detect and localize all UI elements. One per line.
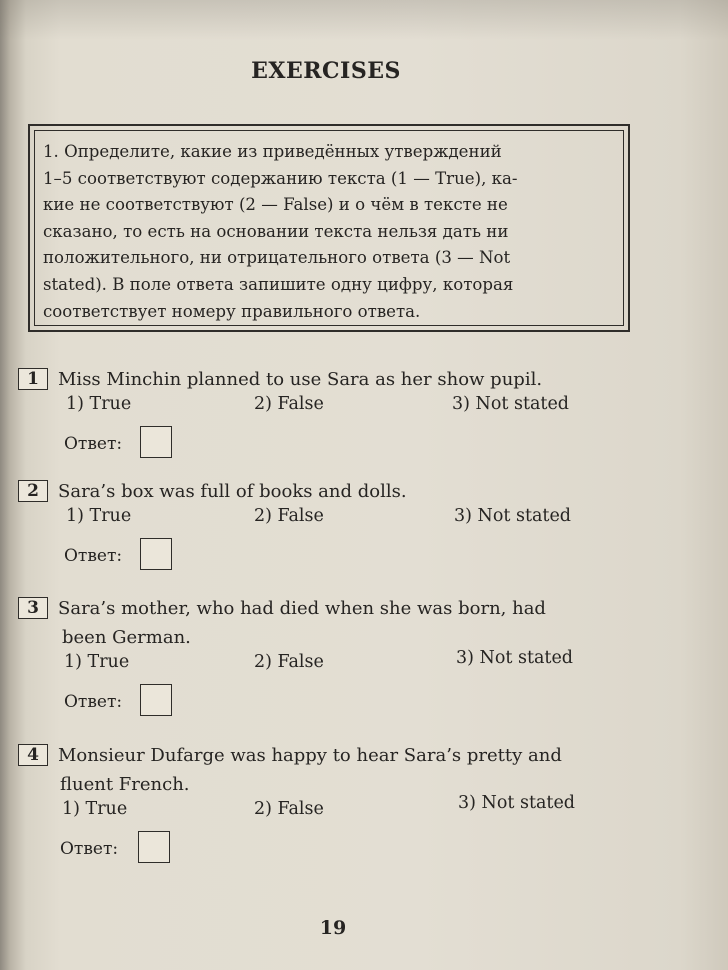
- question-line: Monsieur Dufarge was happy to hear Sara’s pretty and: [58, 745, 562, 766]
- option-not-stated: 3) Not stated: [456, 648, 574, 668]
- question-number: 2: [18, 480, 48, 502]
- option-false: 2) False: [254, 506, 324, 526]
- instruction-line: положительного, ни отрицательного ответа (3 — Not: [43, 248, 511, 268]
- option-not-stated: 3) Not stated: [458, 793, 576, 813]
- question-number: 4: [18, 744, 48, 766]
- instruction-line: сказано, то есть на основании текста нельзя дать ни: [43, 221, 509, 241]
- question-text: [58, 365, 542, 394]
- option-true: 1) True: [66, 394, 132, 414]
- answer-box[interactable]: [140, 684, 172, 716]
- instruction-text: [34, 130, 624, 326]
- question-line: Sara’s box was full of books and dolls.: [58, 481, 407, 502]
- option-true: 1) True: [62, 799, 128, 819]
- option-not-stated: 3) Not stated: [454, 506, 572, 526]
- option-false: 2) False: [254, 652, 324, 672]
- answer-label: Ответ:: [64, 546, 123, 566]
- answer-box[interactable]: [140, 426, 172, 458]
- answer-box[interactable]: [140, 538, 172, 570]
- answer-label: Ответ:: [64, 434, 123, 454]
- options-row: [18, 506, 648, 534]
- options-row: [18, 648, 648, 680]
- question-line: Sara’s mother, who had died when she was born, had: [58, 598, 546, 619]
- question-line: been German.: [62, 627, 191, 648]
- option-true: 1) True: [66, 506, 132, 526]
- options-row: [18, 394, 648, 422]
- page-number: 19: [319, 917, 347, 939]
- answer-row: [18, 426, 648, 468]
- instruction-line: stated). В поле ответа запишите одну цифру, которая: [43, 274, 514, 294]
- instruction-line: кие не соответствуют (2 — False) и о чём в тексте не: [43, 195, 508, 215]
- answer-row: [18, 831, 648, 873]
- instruction-box: [28, 124, 630, 332]
- page-shadow: [0, 0, 728, 40]
- instruction-line: 1–5 соответствуют содержанию текста (1 — True), ка-: [43, 168, 518, 188]
- question-number: 3: [18, 597, 48, 619]
- option-false: 2) False: [254, 799, 324, 819]
- question-4: [18, 741, 648, 873]
- answer-row: [18, 538, 648, 580]
- answer-box[interactable]: [138, 831, 170, 863]
- question-1: [18, 365, 648, 468]
- question-3: [18, 594, 648, 726]
- question-text: [58, 594, 546, 623]
- question-line: fluent French.: [60, 774, 190, 795]
- question-text: [58, 477, 407, 506]
- answer-row: [18, 684, 648, 726]
- option-not-stated: 3) Not stated: [452, 394, 570, 414]
- option-false: 2) False: [254, 394, 324, 414]
- page-title: EXERCISES: [251, 58, 401, 84]
- instruction-line: соответствует номеру правильного ответа.: [43, 301, 421, 321]
- answer-label: Ответ:: [64, 692, 123, 712]
- options-row: [18, 793, 648, 827]
- question-line: Miss Minchin planned to use Sara as her show pupil.: [58, 369, 543, 390]
- question-number: 1: [18, 368, 48, 390]
- question-2: [18, 477, 648, 580]
- instruction-line: 1. Определите, какие из приведённых утверждений: [43, 142, 502, 161]
- option-true: 1) True: [64, 652, 130, 672]
- question-text: [58, 741, 562, 770]
- answer-label: Ответ:: [60, 839, 119, 859]
